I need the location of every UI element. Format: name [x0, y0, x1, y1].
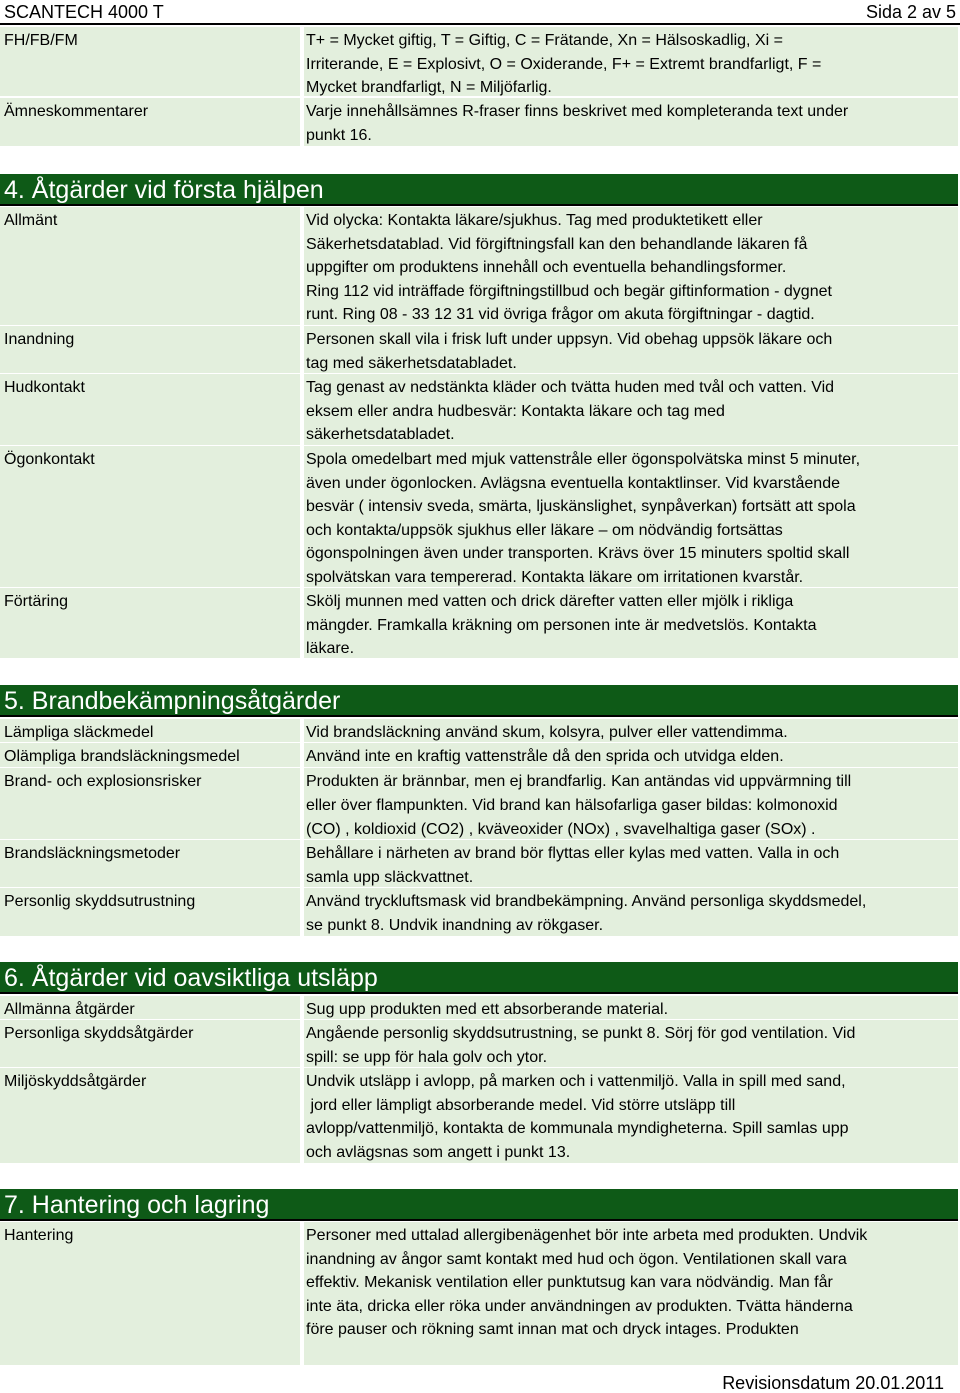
info-row — [0, 588, 960, 658]
row-label: Lämpliga släckmedel — [0, 719, 300, 742]
revision-date: Revisionsdatum 20.01.2011 — [722, 1373, 944, 1393]
info-row — [0, 888, 960, 936]
info-row — [0, 719, 960, 742]
row-value: Använd tryckluftsmask vid brandbekämpning. Använd personliga skyddsmedel, se punkt 8. Undvik inandning av rökgaser. — [304, 888, 958, 936]
row-value: Angående personlig skyddsutrustning, se punkt 8. Sörj för god ventilation. Vid spill: se upp för hala golv och ytor. — [304, 1020, 958, 1067]
row-value: Personer med uttalad allergibenägenhet bör inte arbeta med produkten. Undvik inandning av ångor samt kontakt med hud och ögon. Ventilationen skall vara effektiv. Mekanisk ventilation eller punktutsug kan vara nödvändig. Man får inte äta, dricka eller röka under användningen av produkten. Tvätta händerna före pauser och rökning samt innan mat och dryck intages. Produkten — [304, 1222, 958, 1365]
row-value: Varje innehållsämnes R-fraser finns beskrivet med kompleteranda text under punkt 16. — [304, 98, 958, 146]
info-row — [0, 1068, 960, 1163]
section-heading: 7. Hantering och lagring — [0, 1189, 958, 1221]
page-header — [0, 0, 960, 25]
document-title: SCANTECH 4000 T — [4, 2, 164, 22]
row-label: Olämpliga brandsläckningsmedel — [0, 743, 300, 767]
row-label: Allmänt — [0, 207, 300, 325]
row-value: Tag genast av nedstänkta kläder och tvätta huden med tvål och vatten. Vid eksem eller andra hudbesvär: Kontakta läkare och tag med säkerhetsdatabladet. — [304, 374, 958, 445]
row-value: Sug upp produkten med ett absorberande material. — [304, 996, 958, 1019]
info-row — [0, 446, 960, 587]
info-row — [0, 996, 960, 1019]
row-value: Använd inte en kraftig vattenstråle då den sprida och utvidga elden. — [304, 743, 958, 767]
row-value: Behållare i närheten av brand bör flyttas eller kylas med vatten. Valla in och samla upp släckvattnet. — [304, 840, 958, 887]
info-row — [0, 207, 960, 325]
row-label: Inandning — [0, 326, 300, 373]
info-row — [0, 1222, 960, 1365]
row-value: Vid olycka: Kontakta läkare/sjukhus. Tag med produktetikett eller Säkerhetsdatablad. Vid förgiftningsfall kan den behandlande läkaren få uppgifter om produktens innehåll och eventuella behandlingsformer. Ring 112 vid inträffade förgiftningstillbud och begär giftinformation - dygnet runt. Ring 08 - 33 12 31 vid övriga frågor om akuta förgiftningar - dagtid. — [304, 207, 958, 325]
info-row — [0, 743, 960, 767]
info-row — [0, 27, 960, 96]
row-label: Brandsläckningsmetoder — [0, 840, 300, 887]
row-label: Hudkontakt — [0, 374, 300, 445]
row-label: Ämneskommentarer — [0, 98, 300, 146]
info-row — [0, 374, 960, 445]
row-label: Ögonkontakt — [0, 446, 300, 587]
row-label: FH/FB/FM — [0, 27, 300, 96]
row-value: Personen skall vila i frisk luft under uppsyn. Vid obehag uppsök läkare och tag med säkerhetsdatabladet. — [304, 326, 958, 373]
row-value: Spola omedelbart med mjuk vattenstråle eller ögonspolvätska minst 5 minuter, även under ögonlocken. Avlägsna eventuella kontaktlinser. Vid kvarstående besvär ( intensiv sveda, smärta, ljuskänslighet, synpåverkan) fortsätt att spola och kontakta/uppsök sjukhus eller läkare – om nödvändig fortsättas ögonspolningen även under transporten. Krävs över 15 minuters spoltid skall spolvätskan vara tempererad. Kontakta läkare om irritationen kvarstår. — [304, 446, 958, 587]
row-value: T+ = Mycket giftig, T = Giftig, C = Frätande, Xn = Hälsoskadlig, Xi = Irriterande, E = Explosivt, O = Oxiderande, F+ = Extremt brandfarligt, F = Mycket brandfarligt, N = Miljöfarlig. — [304, 27, 958, 96]
section-heading: 6. Åtgärder vid oavsiktliga utsläpp — [0, 962, 958, 994]
row-label: Allmänna åtgärder — [0, 996, 300, 1019]
section-heading: 5. Brandbekämpningsåtgärder — [0, 685, 958, 717]
info-row — [0, 98, 960, 146]
section-heading: 4. Åtgärder vid första hjälpen — [0, 174, 958, 206]
info-row — [0, 1020, 960, 1067]
row-value: Vid brandsläckning använd skum, kolsyra, pulver eller vattendimma. — [304, 719, 958, 742]
row-value: Undvik utsläpp i avlopp, på marken och i vattenmiljö. Valla in spill med sand, jord eller lämpligt absorberande medel. Vid större utsläpp till avlopp/vattenmiljö, kontakta de kommunala myndigheterna. Spill samlas upp och avlägsnas som angett i punkt 13. — [304, 1068, 958, 1163]
info-row — [0, 768, 960, 839]
info-row — [0, 326, 960, 373]
row-label: Personlig skyddsutrustning — [0, 888, 300, 936]
row-value: Produkten är brännbar, men ej brandfarlig. Kan antändas vid uppvärmning till eller över flampunkten. Vid brand kan hälsofarliga gaser bildas: kolmonoxid (CO) , koldioxid (CO2) , kväveoxider (NOx) , svavelhaltiga gaser (SOx) . — [304, 768, 958, 839]
page-number: Sida 2 av 5 — [865, 2, 956, 22]
row-value: Skölj munnen med vatten och drick därefter vatten eller mjölk i rikliga mängder. Framkalla kräkning om personen inte är medvetslös. Kontakta läkare. — [304, 588, 958, 658]
row-label: Hantering — [0, 1222, 300, 1365]
info-row — [0, 840, 960, 887]
row-label: Personliga skyddsåtgärder — [0, 1020, 300, 1067]
row-label: Brand- och explosionsrisker — [0, 768, 300, 839]
row-label: Förtäring — [0, 588, 300, 658]
row-label: Miljöskyddsåtgärder — [0, 1068, 300, 1163]
